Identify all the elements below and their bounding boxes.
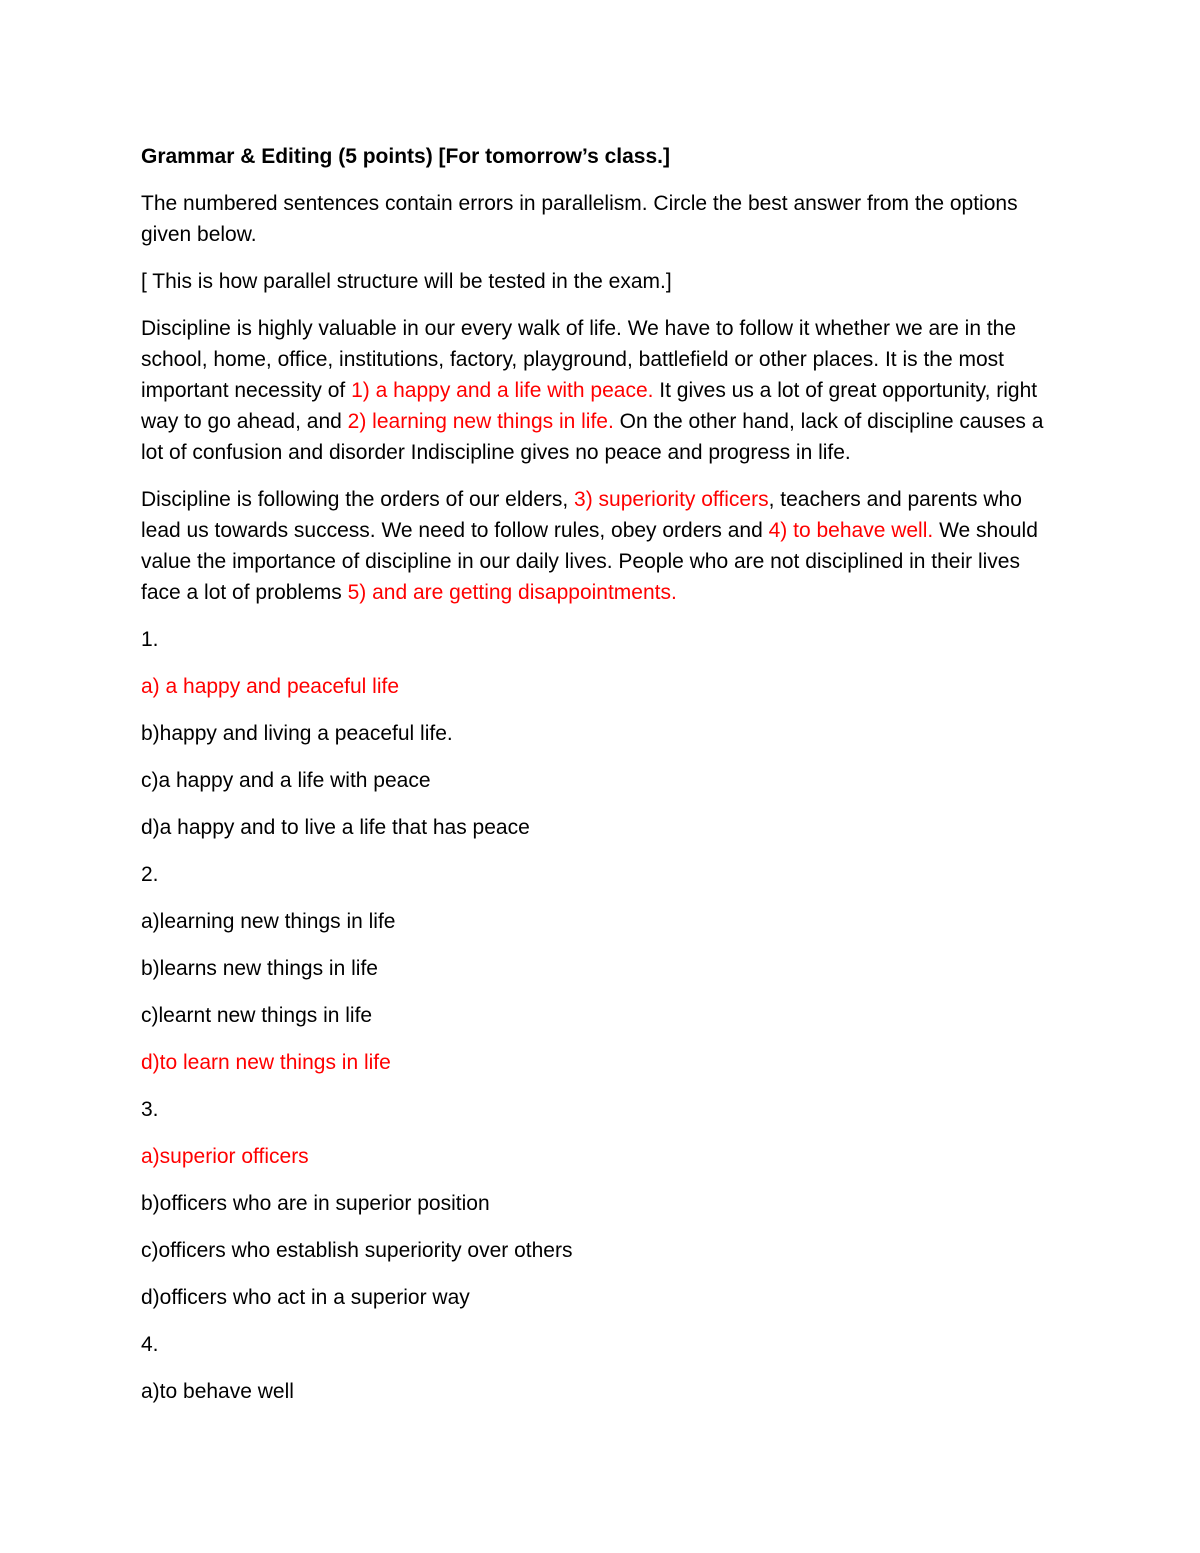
answer-option: d)officers who act in a superior way <box>141 1286 470 1309</box>
passage-paragraph-1 <box>141 313 1061 468</box>
passage-text: Discipline is following the orders of our elders, <box>141 488 575 511</box>
answer-option: c)officers who establish superiority over others <box>141 1239 573 1262</box>
error-5: 5) and are getting disappointments. <box>347 581 677 604</box>
answer-option: a) a happy and peaceful life <box>141 675 400 698</box>
passage-text: It gives us a lot of great opportunity, right way to go ahead, and <box>141 379 1038 433</box>
answer-option: d)to learn new things in life <box>141 1051 391 1074</box>
error-1: 1) a happy and a life with peace. <box>351 379 654 402</box>
answer-option: b)officers who are in superior position <box>141 1192 490 1215</box>
answer-option: a)to behave well <box>141 1380 294 1403</box>
question-number: 1. <box>141 628 159 651</box>
passage-text: Discipline is highly valuable in our every walk of life. We have to follow it whether we are in the school, home, office, institutions, factory, playground, battlefield or other places. It is the most important necessity of <box>141 317 1017 402</box>
passage-text: We should value the importance of discipline in our daily lives. People who are not disciplined in their lives face a lot of problems <box>141 519 1038 604</box>
instructions-text: The numbered sentences contain errors in parallelism. Circle the best answer from the options given below. <box>141 192 1018 246</box>
passage-text: On the other hand, lack of discipline causes a lot of confusion and disorder Indiscipline gives no peace and progress in life. <box>141 410 1044 464</box>
answer-option: c)learnt new things in life <box>141 1004 373 1027</box>
answer-option: b)learns new things in life <box>141 957 378 980</box>
document-body <box>141 141 1061 1423</box>
question-number: 3. <box>141 1098 159 1121</box>
passage-text: , teachers and parents who lead us towards success. We need to follow rules, obey orders and <box>141 488 1022 542</box>
question-number: 4. <box>141 1333 159 1356</box>
error-3: 3) superiority officers <box>574 488 769 511</box>
question-number: 2. <box>141 863 159 886</box>
error-4: 4) to behave well. <box>768 519 934 542</box>
document-title: Grammar & Editing (5 points) [For tomorrow’s class.] <box>141 145 670 168</box>
answer-option: a)learning new things in life <box>141 910 396 933</box>
answer-option: a)superior officers <box>141 1145 309 1168</box>
answer-option: c)a happy and a life with peace <box>141 769 431 792</box>
exam-note: [ This is how parallel structure will be tested in the exam.] <box>141 270 672 293</box>
error-2: 2) learning new things in life. <box>347 410 614 433</box>
answer-option: b)happy and living a peaceful life. <box>141 722 453 745</box>
answer-option: d)a happy and to live a life that has peace <box>141 816 530 839</box>
passage-paragraph-2 <box>141 484 1061 608</box>
